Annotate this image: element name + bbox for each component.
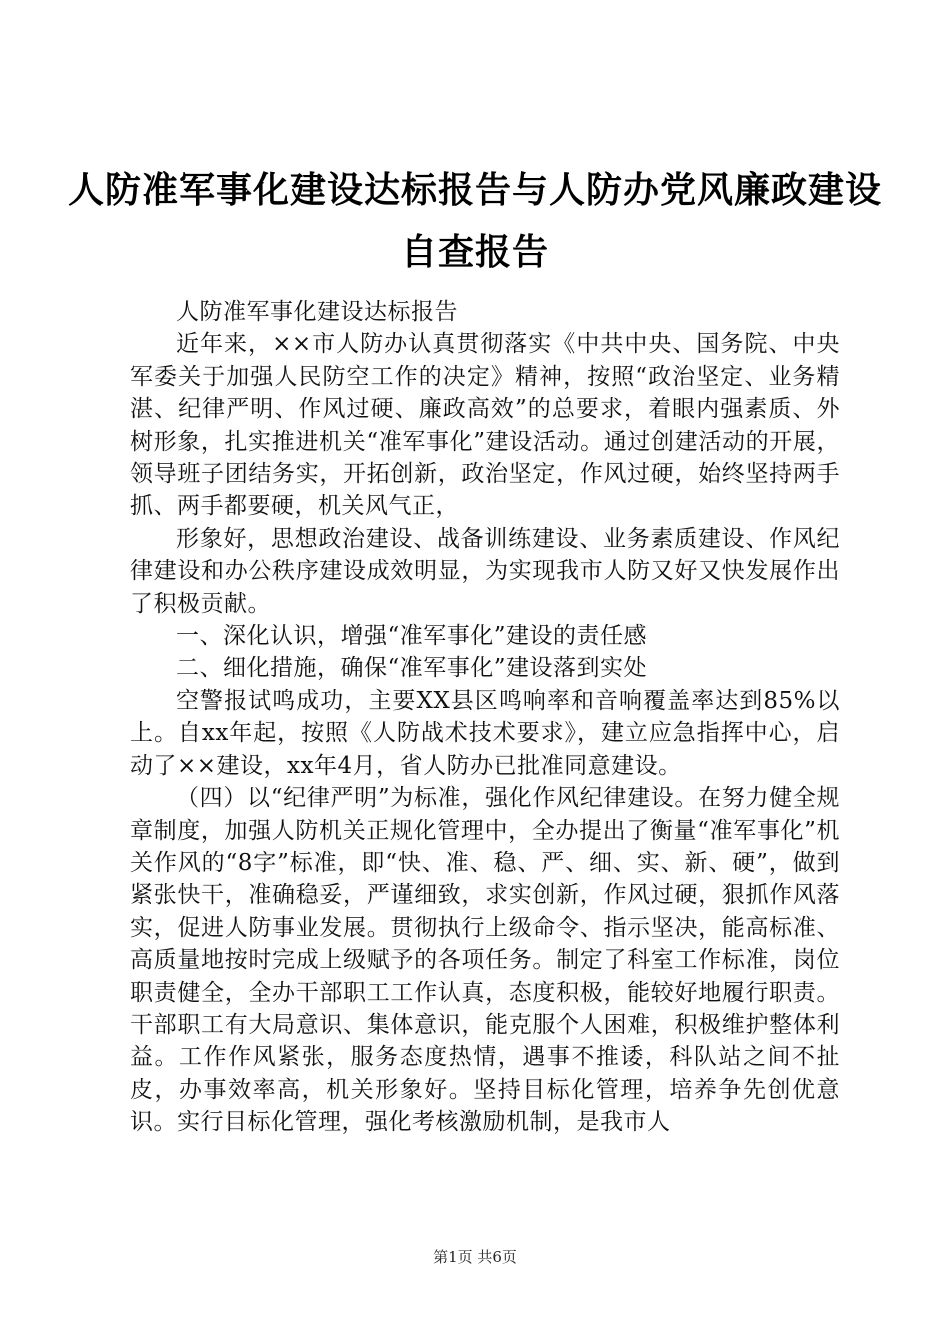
page-indicator: 第1页 共6页: [433, 1248, 517, 1266]
document-body: [130, 296, 840, 1139]
body-paragraph: 空警报试鸣成功，主要XX县区鸣响率和音响覆盖率达到85%以上。自xx年起，按照《人防战术技术要求》，建立应急指挥中心，启动了××建设，xx年4月，省人防办已批准同意建设。: [130, 687, 840, 779]
document-title: 人防准军事化建设达标报告与人防办党风廉政建设自查报告: [67, 170, 882, 273]
body-paragraph: 近年来，××市人防办认真贯彻落实《中共中央、国务院、中央军委关于加强人民防空工作的决定》精神，按照“政治坚定、业务精湛、纪律严明、作风过硬、廉政高效”的总要求，着眼内强素质、外树形象，扎实推进机关“准军事化”建设活动。通过创建活动的开展，领导班子团结务实，开拓创新，政治坚定，作风过硬，始终坚持两手抓、两手都要硬，机关风气正，: [130, 331, 840, 520]
body-paragraph: 形象好，思想政治建设、战备训练建设、业务素质建设、作风纪律建设和办公秩序建设成效明显，为实现我市人防又好又快发展作出了积极贡献。: [130, 525, 840, 617]
section-heading: 二、细化措施，确保“准军事化”建设落到实处: [176, 655, 648, 682]
section-heading: 人防准军事化建设达标报告: [176, 299, 458, 325]
section-heading: 一、深化认识，增强“准军事化”建设的责任感: [176, 623, 648, 650]
body-paragraph: （四）以“纪律严明”为标准，强化作风纪律建设。在努力健全规章制度，加强人防机关正规化管理中，全办提出了衡量“准军事化”机关作风的“8字”标准，即“快、准、稳、严、细、实、新、硬”，做到紧张快干，准确稳妥，严谨细致，求实创新，作风过硬，狠抓作风落实，促进人防事业发展。贯彻执行上级命令、指示坚决，能高标准、高质量地按时完成上级赋予的各项任务。制定了科室工作标准，岗位职责健全，全办干部职工工作认真，态度积极，能较好地履行职责。干部职工有大局意识、集体意识，能克服个人困难，积极维护整体利益。工作作风紧张，服务态度热情，遇事不推诿，科队站之间不扯皮，办事效率高，机关形象好。坚持目标化管理，培养争先创优意识。实行目标化管理，强化考核激励机制，是我市人: [130, 785, 840, 1136]
